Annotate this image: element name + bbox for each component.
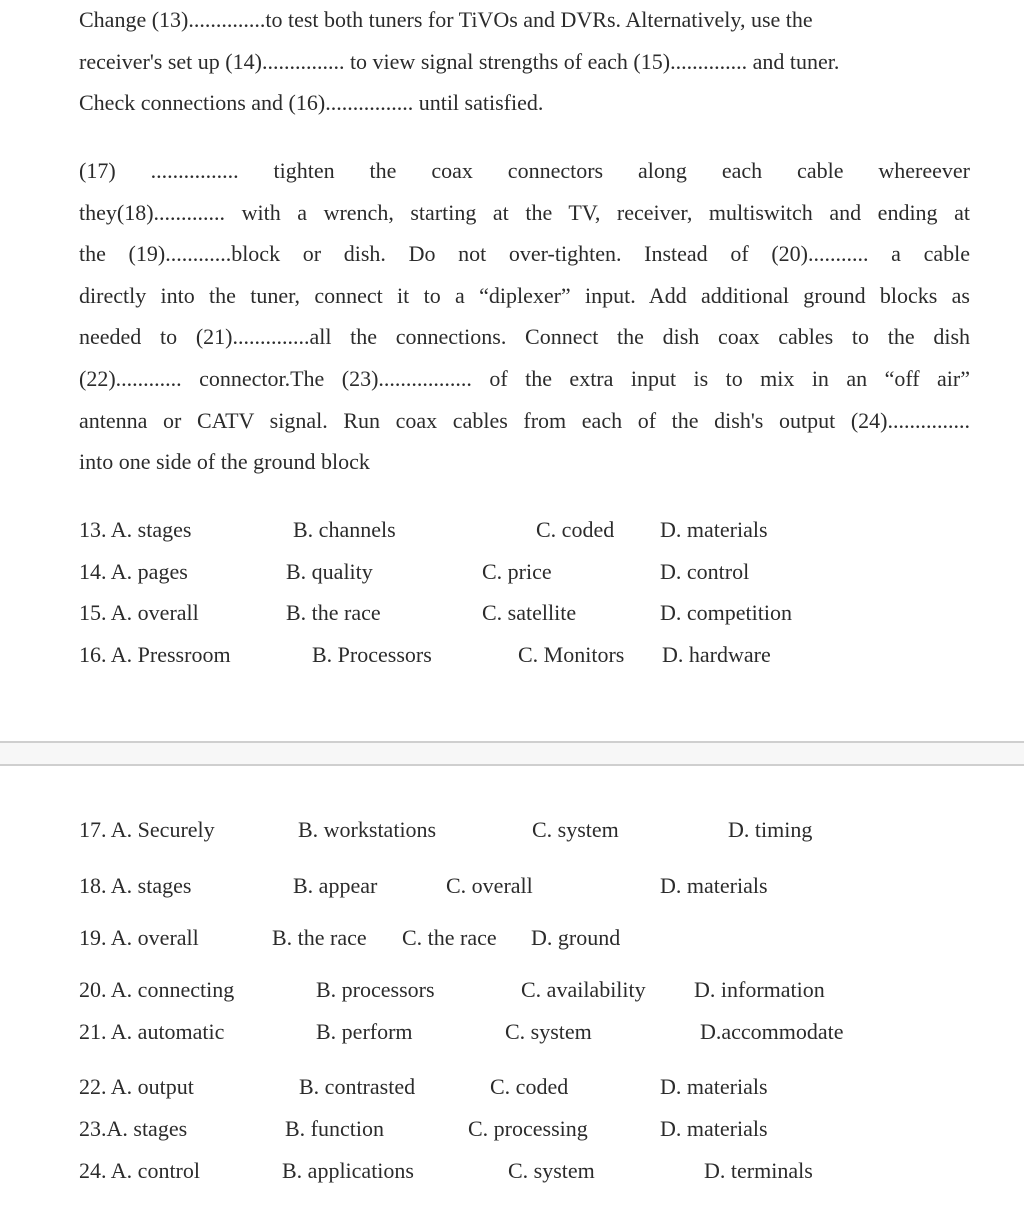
option-a: 19. A. overall [79,925,199,950]
option-b: B. contrasted [299,1074,416,1099]
passage-line: Check connections and (16)................ until satisfied. [79,90,544,116]
option-c: C. Monitors [518,642,625,667]
passage-line: the (19)............block or dish. Do not over-tighten. Instead of (20)........... a cable [79,241,970,267]
option-d: D. materials [660,517,768,542]
option-c: C. satellite [482,600,577,625]
option-d: D. ground [531,925,621,950]
option-b: B. the race [286,600,381,625]
option-c: C. system [508,1158,595,1183]
option-d: D. materials [660,873,768,898]
option-d: D. materials [660,1074,768,1099]
question-row-17 [0,815,1024,845]
option-d: D. competition [660,600,792,625]
question-row-23 [0,1114,1024,1144]
option-c: C. system [505,1019,592,1044]
passage-line: receiver's set up (14)............... to view signal strengths of each (15).............. and tuner. [79,48,840,74]
option-c: C. availability [521,977,646,1002]
passage-line: (22)............ connector.The (23)................. of the extra input is to mix in an “off air” [79,365,970,391]
option-c: C. overall [446,873,533,898]
page-gap [0,743,1024,766]
question-row-16 [0,640,1024,670]
option-b: B. function [285,1116,384,1141]
option-a: 24. A. control [79,1158,200,1183]
question-row-19 [0,923,1024,953]
option-d: D. terminals [704,1158,813,1183]
passage-line: into one side of the ground block [79,449,370,475]
option-b: B. quality [286,559,373,584]
option-d: D. control [660,559,750,584]
option-d: D.accommodate [700,1019,844,1044]
section-divider [0,764,1024,766]
option-b: B. Processors [312,642,432,667]
question-row-20 [0,975,1024,1005]
question-row-14 [0,557,1024,587]
option-a: 20. A. connecting [79,977,235,1002]
question-row-22 [0,1072,1024,1102]
passage-line: directly into the tuner, connect it to a “diplexer” input. Add additional ground blocks as [79,282,970,308]
option-a: 18. A. stages [79,873,192,898]
question-row-15 [0,598,1024,628]
option-a: 14. A. pages [79,559,188,584]
option-d: D. information [694,977,825,1002]
option-b: B. channels [293,517,396,542]
question-row-13 [0,515,1024,545]
option-b: B. perform [316,1019,413,1044]
passage-line: they(18)............. with a wrench, starting at the TV, receiver, multiswitch and ending at [79,199,970,225]
option-a: 22. A. output [79,1074,194,1099]
option-a: 16. A. Pressroom [79,642,231,667]
passage-line: needed to (21)..............all the connections. Connect the dish coax cables to the dish [79,324,970,350]
option-c: C. processing [468,1116,588,1141]
option-c: C. coded [490,1074,569,1099]
passage-line: (17) ................ tighten the coax connectors along each cable whereever [79,158,970,183]
option-c: C. system [532,817,619,842]
question-row-24 [0,1156,1024,1186]
option-b: B. applications [282,1158,414,1183]
option-c: C. the race [402,925,497,950]
question-row-21 [0,1017,1024,1047]
question-row-18 [0,871,1024,901]
option-b: B. processors [316,977,435,1002]
option-a: 23.A. stages [79,1116,188,1141]
option-d: D. hardware [662,642,771,667]
passage-paragraph-1 [79,0,970,124]
option-a: 13. A. stages [79,517,192,542]
option-c: C. coded [536,517,615,542]
passage-paragraph-2 [79,150,970,483]
passage-line: Change (13)..............to test both tuners for TiVOs and DVRs. Alternatively, use the [79,7,813,32]
option-d: D. timing [728,817,813,842]
option-d: D. materials [660,1116,768,1141]
passage-line: antenna or CATV signal. Run coax cables from each of the dish's output (24)............... [79,407,970,433]
option-a: 15. A. overall [79,600,199,625]
option-b: B. workstations [298,817,437,842]
option-a: 21. A. automatic [79,1019,225,1044]
option-b: B. appear [293,873,378,898]
option-b: B. the race [272,925,367,950]
option-a: 17. A. Securely [79,817,215,842]
option-c: C. price [482,559,552,584]
